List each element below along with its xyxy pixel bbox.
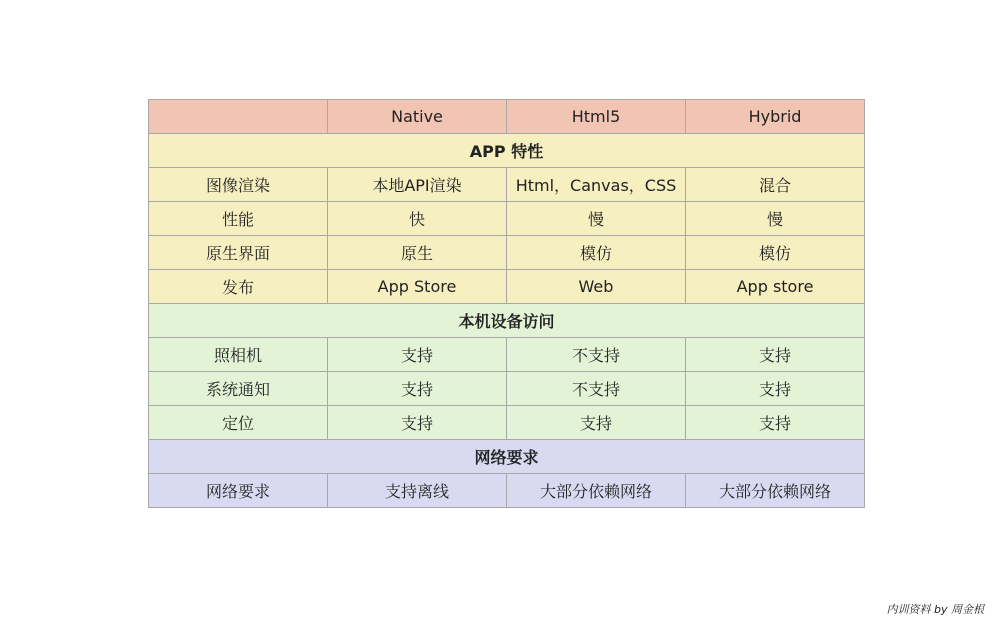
- row-label: 原生界面: [149, 236, 328, 270]
- table-row: [149, 270, 865, 304]
- row-label: 定位: [149, 406, 328, 440]
- header-cell-hybrid: Hybrid: [686, 100, 865, 134]
- table-cell: 快: [328, 202, 507, 236]
- table-cell: App Store: [328, 270, 507, 304]
- table-cell: 不支持: [507, 338, 686, 372]
- table-cell: Web: [507, 270, 686, 304]
- table-cell: 支持离线: [328, 474, 507, 508]
- table-cell: 支持: [507, 406, 686, 440]
- table-cell: 支持: [686, 338, 865, 372]
- header-cell-html5: Html5: [507, 100, 686, 134]
- table-row: [149, 474, 865, 508]
- section-row-device-access: [149, 304, 865, 338]
- section-title: 网络要求: [149, 440, 865, 474]
- table-row: [149, 372, 865, 406]
- row-label: 照相机: [149, 338, 328, 372]
- table-cell: 模仿: [686, 236, 865, 270]
- table-cell: 支持: [328, 406, 507, 440]
- table-row: [149, 202, 865, 236]
- table-cell: 大部分依赖网络: [686, 474, 865, 508]
- table-cell: 原生: [328, 236, 507, 270]
- table-cell: App store: [686, 270, 865, 304]
- header-cell-empty: [149, 100, 328, 134]
- row-label: 性能: [149, 202, 328, 236]
- table-cell: Html，Canvas，CSS: [507, 168, 686, 202]
- table-row: [149, 168, 865, 202]
- table-cell: 模仿: [507, 236, 686, 270]
- row-label: 网络要求: [149, 474, 328, 508]
- header-cell-native: Native: [328, 100, 507, 134]
- table-cell: 不支持: [507, 372, 686, 406]
- table-cell: 支持: [328, 372, 507, 406]
- comparison-table: [148, 99, 865, 508]
- table-row: [149, 338, 865, 372]
- table-row: [149, 406, 865, 440]
- section-row-network: [149, 440, 865, 474]
- table-cell: 支持: [686, 406, 865, 440]
- section-title: APP 特性: [149, 134, 865, 168]
- row-label: 图像渲染: [149, 168, 328, 202]
- table-cell: 大部分依赖网络: [507, 474, 686, 508]
- header-row: [149, 100, 865, 134]
- table-cell: 慢: [686, 202, 865, 236]
- table-cell: 支持: [328, 338, 507, 372]
- table-cell: 混合: [686, 168, 865, 202]
- row-label: 系统通知: [149, 372, 328, 406]
- table-cell: 慢: [507, 202, 686, 236]
- table-row: [149, 236, 865, 270]
- table-cell: 支持: [686, 372, 865, 406]
- row-label: 发布: [149, 270, 328, 304]
- section-title: 本机设备访问: [149, 304, 865, 338]
- table-cell: 本地API渲染: [328, 168, 507, 202]
- section-row-app-features: [149, 134, 865, 168]
- footer-credit: 内训资料 by 周金根: [886, 603, 984, 616]
